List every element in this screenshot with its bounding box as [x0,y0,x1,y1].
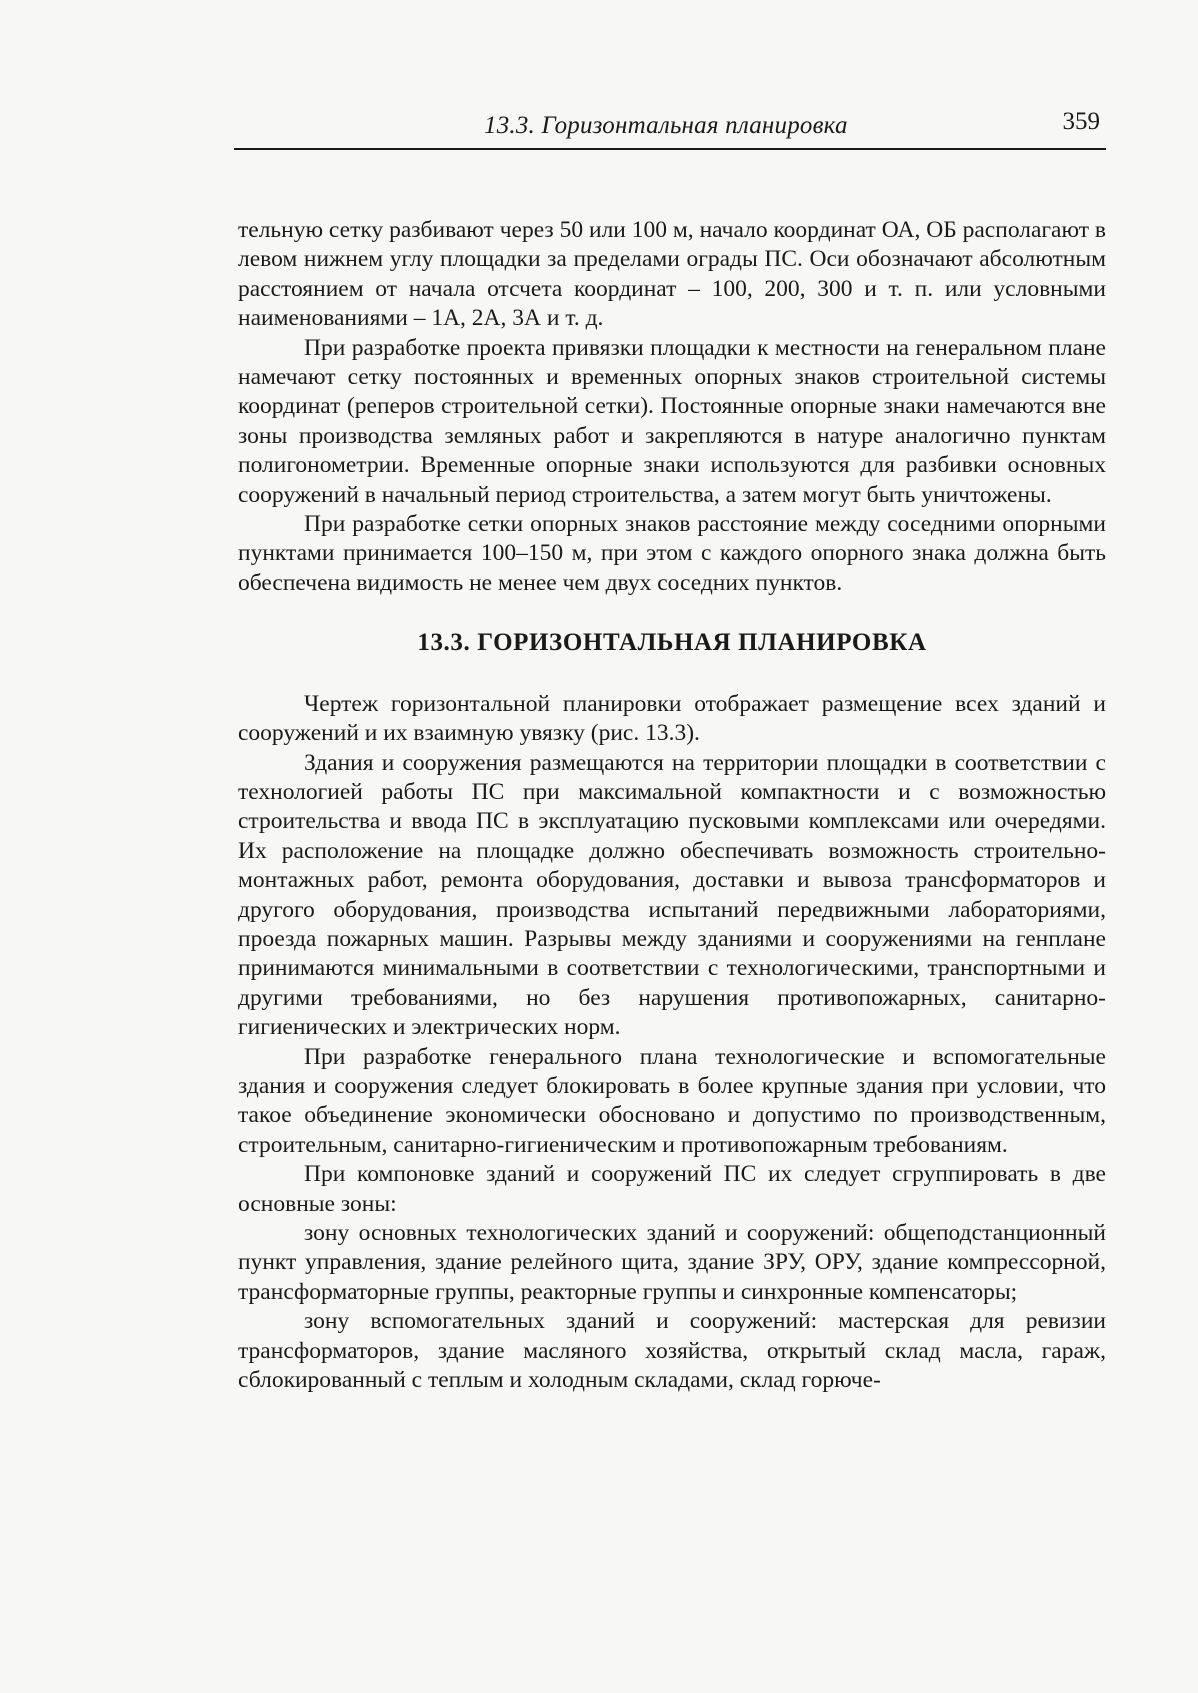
section-heading: 13.3. ГОРИЗОНТАЛЬНАЯ ПЛАНИРОВКА [417,629,927,657]
running-title: 13.3. Горизонтальная планировка [484,112,848,139]
paragraph: Здания и сооружения размещаются на территории площадки в соответствии с технологией работы ПС при максимальной компактности и с возможностью строительства и ввода ПС в эксплуатацию пусковыми комплексами или очередями. Их расположение на площадке должно обеспечивать возможность строительно-монтажных работ, ремонта оборудования, доставки и вывоза трансформаторов и другого оборудования, производства испытаний передвижными лабораториями, проезда пожарных машин. Разрывы между зданиями и сооружениями на генплане принимаются минимальными в соответствии с технологическими, транспортными и другими требованиями, но без нарушения противопожарных, санитарно-гигиенических и электрических норм. [238,749,1106,1041]
zone-list-item: зону основных технологических зданий и сооружений: общеподстанционный пункт управления, здание релейного щита, здание ЗРУ, ОРУ, здание компрессорной, трансформаторные группы, реакторные группы и синхронные компенсаторы; [238,1220,1106,1305]
page-number: 359 [1062,108,1100,135]
paragraph: Чертеж горизонтальной планировки отображает размещение всех зданий и сооружений и их взаимную увязку (рис. 13.3). [238,690,1106,747]
paragraph: При разработке генерального плана технологические и вспомогательные здания и сооружения следует блокировать в более крупные здания при условии, что такое объединение экономически обосновано и допустимо по производственным, строительным, санитарно-гигиеническим и противопожарным требованиям. [238,1043,1106,1158]
running-header [234,102,1106,150]
paragraph: При компоновке зданий и сооружений ПС их следует сгруппировать в две основные зоны: [238,1161,1106,1217]
zone-list-item: зону вспомогательных зданий и сооружений: мастерская для ревизии трансформаторов, здание масляного хозяйства, открытый склад масла, гараж, сблокированный с теплым и холодным складами, склад горюче- [238,1308,1106,1394]
paragraph: тельную сетку разбивают через 50 или 100 м, начало координат ОА, ОБ располагают в левом нижнем углу площадки за пределами ограды ПС. Оси обозначают абсолютным расстоянием от начала отсчета координат – 100, 200, 300 и т. п. или условными наименованиями – 1А, 2А, 3А и т. д. [238,217,1106,332]
paragraph: При разработке сетки опорных знаков расстояние между соседними опорными пунктами принимается 100–150 м, при этом с каждого опорного знака должна быть обеспечена видимость не менее чем двух соседних пунктов. [238,511,1106,596]
paragraph: При разработке проекта привязки площадки к местности на генеральном плане намечают сетку постоянных и временных опорных знаков строительной системы координат (реперов строительной сетки). Постоянные опорные знаки намечаются вне зоны производства земляных работ и закрепляются в натуре аналогично пунктам полигонометрии. Временные опорные знаки используются для разбивки основных сооружений в начальный период строительства, а затем могут быть уничтожены. [238,334,1106,508]
body-text [238,216,1106,1395]
